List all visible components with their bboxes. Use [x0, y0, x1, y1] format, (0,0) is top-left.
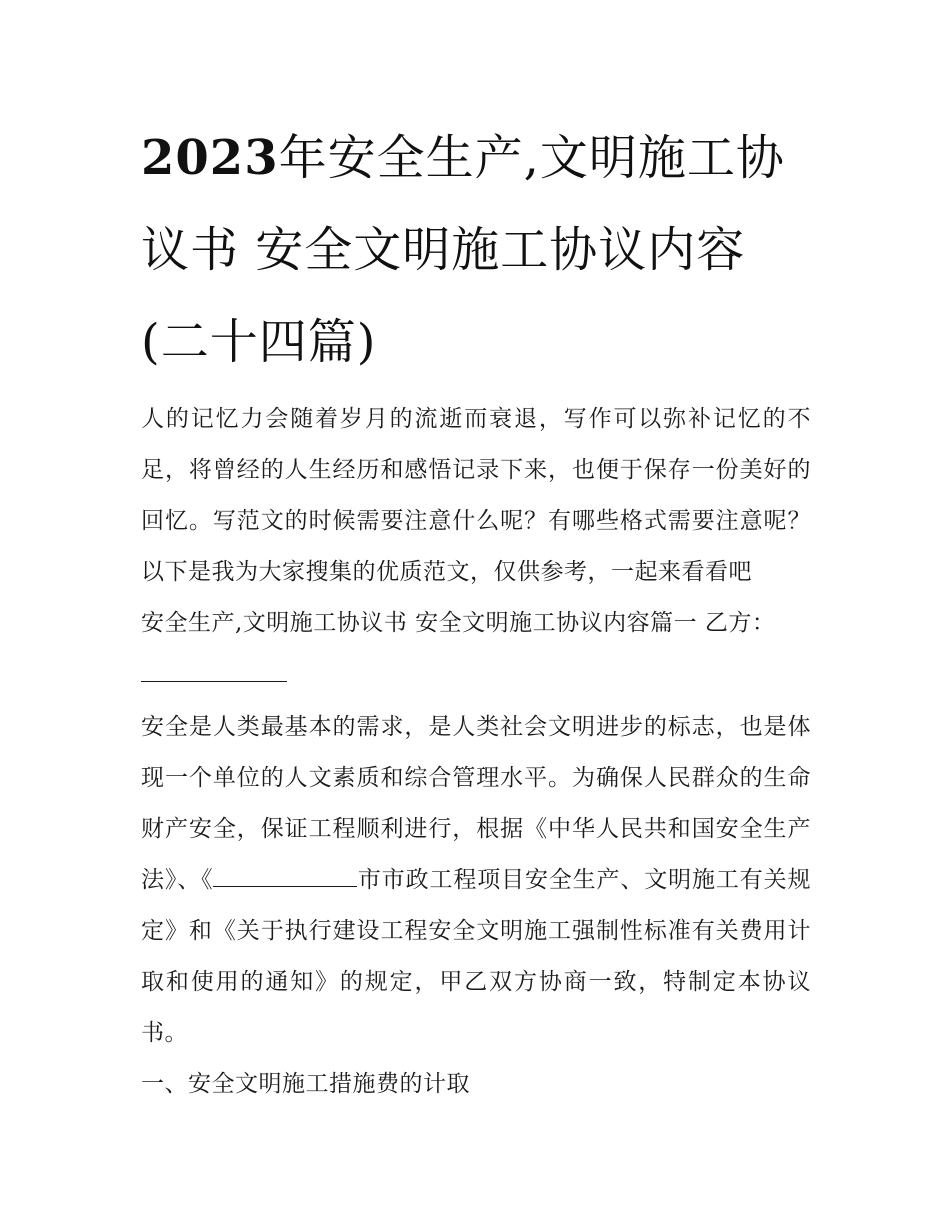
party-b-blank — [141, 649, 287, 682]
body-text-part2: 市市政工程项目安全生产、文明施工有关规定》和《关于执行建设工程安全文明施工强制性标准有关费用计取和使用的通知》的规定，甲乙双方协商一致，特制定本协议书。 — [141, 867, 812, 1046]
body-paragraph — [141, 702, 811, 1059]
document-page — [141, 112, 811, 1110]
item-one-heading: 一、安全文明施工措施费的计取 — [141, 1071, 470, 1097]
section-heading: 安全生产,文明施工协议书 安全文明施工协议内容篇一 乙方： — [141, 610, 776, 636]
title-year: 2023 — [141, 130, 279, 186]
intro-paragraph: 人的记忆力会随着岁月的流逝而衰退，写作可以弥补记忆的不足，将曾经的人生经历和感悟记录下来，也便于保存一份美好的回忆。写范文的时候需要注意什么呢？有哪些格式需要注意呢？以下是我为大家搜集的优质范文，仅供参考，一起来看看吧 — [141, 406, 811, 585]
body-text-part1: 安全是人类最基本的需求，是人类社会文明进步的标志，也是体现一个单位的人文素质和综合管理水平。为确保人民群众的生命财产安全，保证工程顺利进行，根据《中华人民共和国安全生产法》、《 — [141, 714, 811, 893]
city-blank — [213, 866, 357, 887]
title-text: 年安全生产,文明施工协议书 安全文明施工协议内容(二十四篇) — [141, 130, 785, 370]
document-title — [141, 112, 811, 388]
